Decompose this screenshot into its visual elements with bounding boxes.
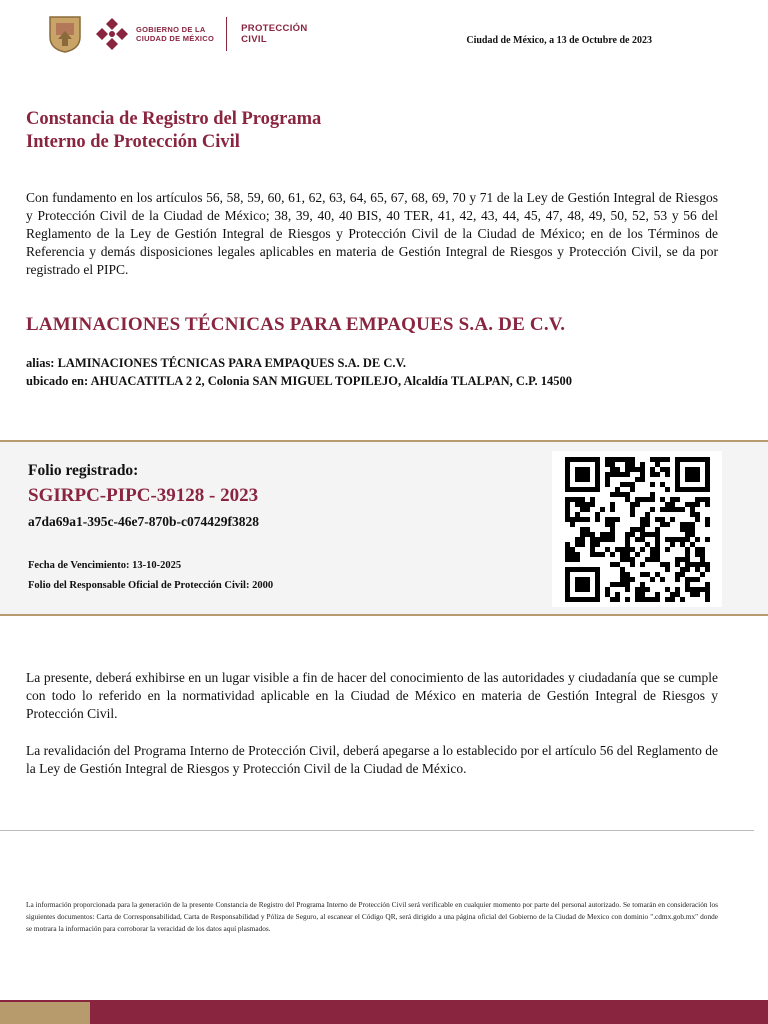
document-title [26,108,321,154]
qr-code-icon[interactable] [552,451,722,607]
footer-disclaimer: La información proporcionada para la generación de la presente Constancia de Registro del Programa Interno de Protección Civil será verificable en cualquier momento por parte del personal autorizado. Se tomarán en consideración los siguientes documentos: Carta de Corresponsabilidad, Carta de Responsabilidad y Póliza de Seguro, al escanear el Código QR, será dirigido a una página oficial del Gobierno de la Ciudad de Mexico con dominio ".cdmx.gob.mx" donde se motrara la información para corroborar la veracidad de los datos aquí plasmados. [26,900,718,933]
officer-folio: Folio del Responsable Oficial de Protección Civil: 2000 [28,580,274,591]
qr-code-panel[interactable] [552,451,722,607]
revalidation-paragraph: La revalidación del Programa Interno de Protección Civil, deberá apegarse a lo establecido por el artículo 56 del Reglamento de la Ley de Gestión Integral de Riesgos y Protección Civil de la Ciudad de México. [26,743,718,776]
display-notice-paragraph: La presente, deberá exhibirse en un lugar visible a fin de hacer del conocimiento de las autoridades y ciudadanía que se cumple con todo lo referido en la normatividad aplicable en la Ciudad de México en materia de Gestión Integral de Riesgos y Protección Civil. [26,670,718,721]
title-line-2: Interno de Protección Civil [26,132,240,152]
dept-line-1: PROTECCIÓN [241,23,308,34]
cdmx-logo-icon [94,16,130,52]
folio-number: SGIRPC-PIPC-39128 - 2023 [28,485,259,506]
bottom-band-accent [0,1002,90,1024]
company-name: LAMINACIONES TÉCNICAS PARA EMPAQUES S.A. DE C.V. [26,314,566,335]
header-divider [226,17,227,51]
bottom-band [0,1000,768,1024]
header-logos [48,12,307,56]
government-name [136,25,214,43]
company-details [26,354,572,390]
company-location: ubicado en: AHUACATITLA 2 2, Colonia SAN MIGUEL TOPILEJO, Alcaldía TLALPAN, C.P. 14500 [26,374,573,388]
document-date: Ciudad de México, a 13 de Octubre de 2023 [466,35,652,46]
expiry-date: Fecha de Vencimiento: 13-10-2025 [28,560,182,571]
dept-line-2: CIVIL [241,34,267,45]
gov-line-1: GOBIERNO DE LA [136,25,206,34]
company-alias: alias: LAMINACIONES TÉCNICAS PARA EMPAQUES S.A. DE C.V. [26,356,407,370]
folio-label: Folio registrado: [28,462,139,479]
title-line-1: Constancia de Registro del Programa [26,109,322,129]
gov-line-2: CIUDAD DE MÉXICO [136,34,215,43]
divider [0,830,754,831]
coat-of-arms-icon [48,15,82,53]
registry-uuid: a7da69a1-395c-46e7-870b-c074429f3828 [28,514,259,529]
legal-basis-paragraph: Con fundamento en los artículos 56, 58, 59, 60, 61, 62, 63, 64, 65, 67, 68, 69, 70 y 71 de la Ley de Gestión Integral de Riesgos y Protección Civil de la Ciudad de México; 38, 39, 40, 40 BIS, 40 TER, 41, 42, 43, 44, 45, 47, 48, 49, 50, 52, 53 y 56 del Reglamento de la Ley de Gestión Integral de Riesgos y Protección Civil de la Ciudad de México; en de los Términos de Referencia y demás disposiciones legales aplicables en materia de Gestión Integral de Riesgos y Protección Civil, se da por registrado el PIPC. [26,190,718,277]
department-name [241,23,307,45]
